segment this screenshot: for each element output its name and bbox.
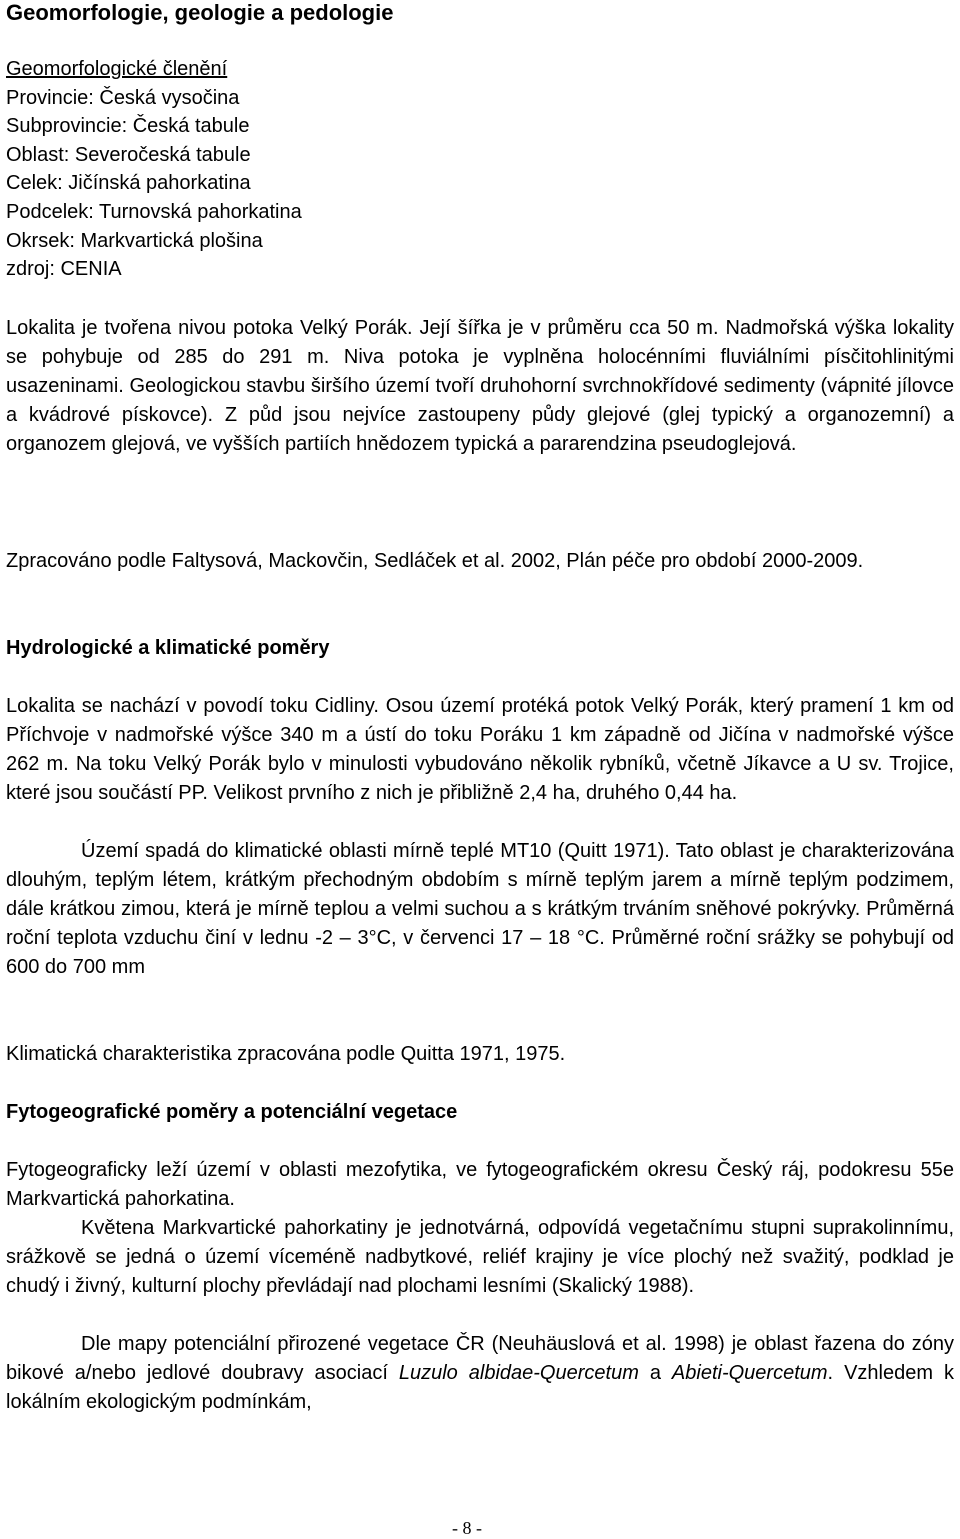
association-name: Luzulo albidae-Quercetum: [398, 1362, 639, 1384]
list-item: Oblast: Severočeská tabule: [6, 143, 251, 166]
page-title: Geomorfologie, geologie a pedologie: [6, 0, 394, 25]
geomorph-list: [6, 55, 302, 284]
list-item: Okrsek: Markvartická plošina: [6, 229, 263, 252]
page-number: - 8 -: [452, 1518, 482, 1538]
association-name: Abieti-Quercetum: [671, 1362, 828, 1384]
paragraph-flora: Květena Markvartické pahorkatiny je jednotvárná, odpovídá vegetačnímu stupni suprakolinnímu, srážkově se jedná o území víceméně nadbytkové, reliéf krajiny je více plochý než svažitý, podklad je chudý i živný, kulturní plochy převládají nad plochami lesními (Skalický 1988).: [6, 1217, 954, 1297]
list-item: zdroj: CENIA: [6, 258, 122, 281]
paragraph-fyto: Fytogeograficky leží území v oblasti mezofytika, ve fytogeografickém okresu Český ráj, podokresu 55e Markvartická pahorkatina.: [6, 1159, 954, 1210]
paragraph-hydro: Lokalita se nachází v povodí toku Cidliny. Osou území protéká potok Velký Porák, který pramení 1 km od Příchvoje v nadmořské výšce 340 m a ústí do toku Poráku 1 km západně od Jičína v nadmořské výšce 262 m. Na toku Velký Porák bylo v minulosti vybudováno několik rybníků, včetně Jíkavce a U sv. Trojice, které jsou součástí PP. Velikost prvního z nich je přibližně 2,4 ha, druhého 0,44 ha.: [6, 695, 954, 804]
paragraph-source: Zpracováno podle Faltysová, Mackovčin, Sedláček et al. 2002, Plán péče pro období 2000-2009.: [6, 550, 864, 572]
paragraph-climate-source: Klimatická charakteristika zpracována podle Quitta 1971, 1975.: [6, 1043, 566, 1065]
heading-fyto: Fytogeografické poměry a potenciální vegetace: [6, 1101, 458, 1123]
paragraph-climate: Území spadá do klimatické oblasti mírně teplé MT10 (Quitt 1971). Tato oblast je charakterizována dlouhým, teplým létem, krátkým přechodným obdobím s mírně teplým jarem a mírně teplým podzimem, dále krátkou zimou, která je mírně teplou a velmi suchou a s krátkým trváním sněhové pokrývky. Průměrná roční teplota vzduchu činí v lednu -2 – 3°C, v červenci 17 – 18 °C. Průměrné roční srážky se pohybují od 600 do 700 mm: [6, 840, 954, 978]
paragraph-vegetation: Dle mapy potenciální přirozené vegetace ČR (Neuhäuslová et al. 1998) je oblast řazena do zóny bikové a/nebo jedlové doubravy asociací Luzulo albidae-Quercetum a Abieti-Quercetum. Vzhledem k lokálním ekologickým podmínkám,: [6, 1333, 954, 1413]
list-item: Celek: Jičínská pahorkatina: [6, 172, 251, 195]
list-item: Subprovincie: Česká tabule: [6, 115, 250, 138]
paragraph-geology: Lokalita je tvořena nivou potoka Velký Porák. Její šířka je v průměru cca 50 m. Nadmořská výška lokality se pohybuje od 285 do 291 m. Niva potoka je vyplněna holocénními fluviálními písčitohlinitými usazeninami. Geologickou stavbu širšího území tvoří druhohorní svrchnokřídové sedimenty (vápnité jílovce a kvádrové pískovce). Z půd jsou nejvíce zastoupeny půdy glejové (glej typický a organozemní) a organozem glejová, ve vyšších partiích hnědozem typická a pararendzina pseudoglejová.: [6, 317, 954, 455]
heading-hydro: Hydrologické a klimatické poměry: [6, 637, 330, 659]
list-item: Provincie: Česká vysočina: [6, 86, 240, 109]
geomorph-heading: Geomorfologické členění: [6, 58, 228, 80]
list-item: Podcelek: Turnovská pahorkatina: [6, 200, 302, 223]
